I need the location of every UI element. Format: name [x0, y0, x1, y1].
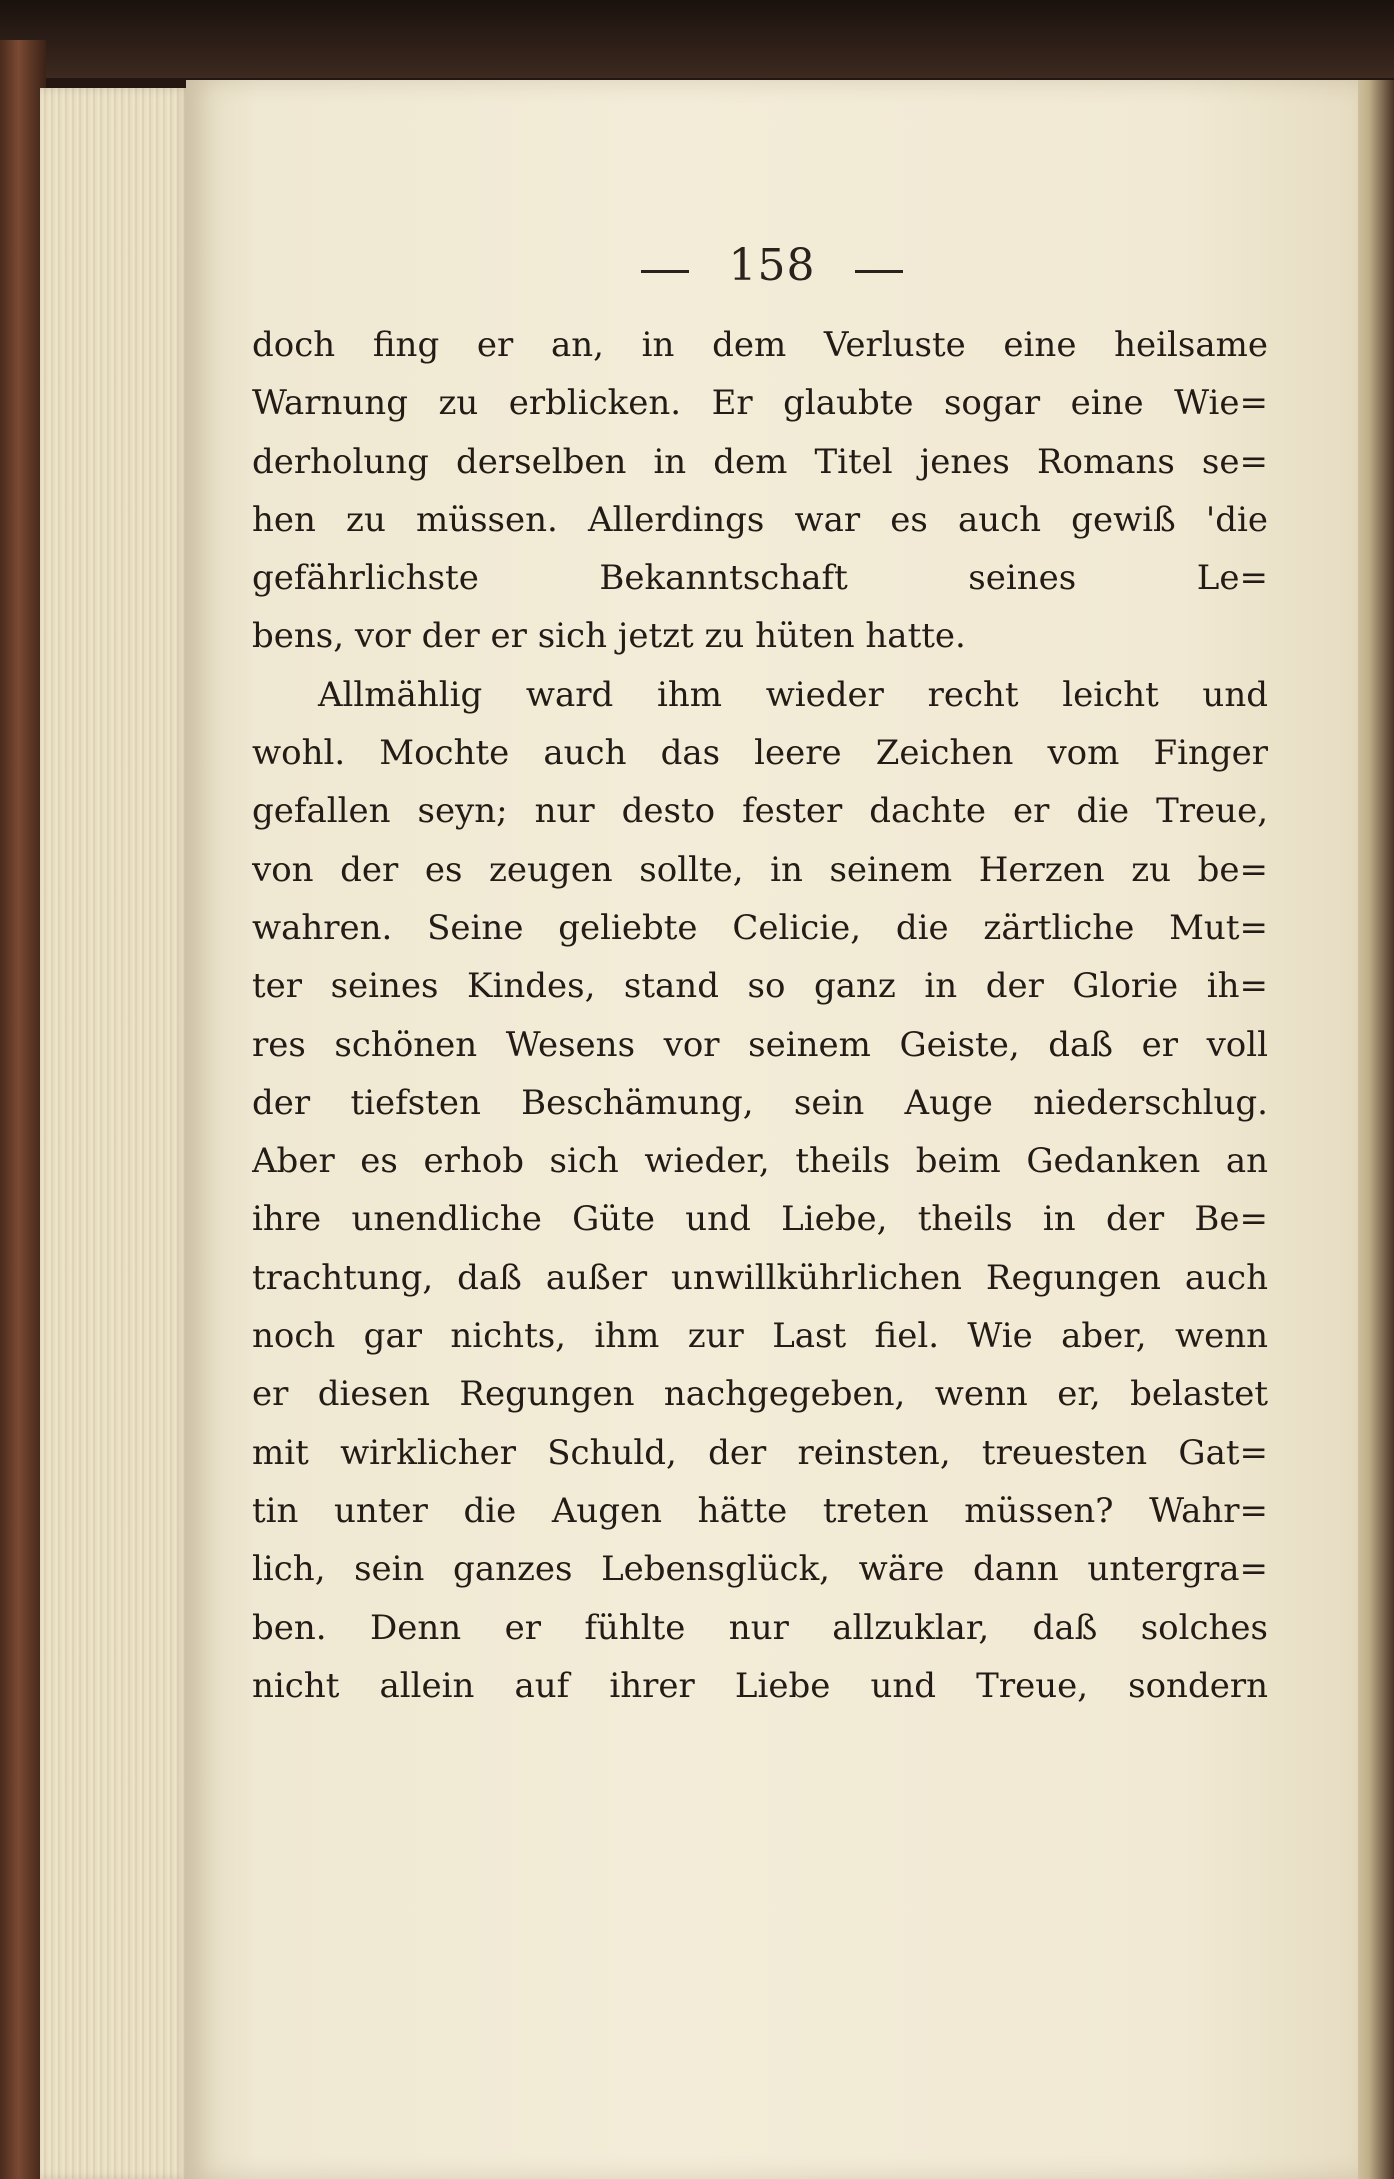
book-cover-top [0, 0, 1394, 78]
text-line: er diesen Regungen nachgegeben, wenn er, belastet [252, 1374, 1268, 1415]
text-line: hen zu müssen. Allerdings war es auch gewiß 'die [252, 499, 1268, 540]
text-line: trachtung, daß außer unwillkührlichen Regungen auch [252, 1257, 1268, 1298]
text-line: gefallen seyn; nur desto fester dachte er die Treue, [252, 791, 1268, 832]
header-dash-left [641, 270, 689, 273]
page-edges-stack [40, 88, 190, 2179]
text-line: Allmählig ward ihm wieder recht leicht und [318, 674, 1268, 715]
text-line: gefährlichste Bekanntschaft seines Le= [252, 558, 1268, 599]
text-line: Warnung zu erblicken. Er glaubte sogar eine Wie= [252, 383, 1268, 424]
text-line: nicht allein auf ihrer Liebe und Treue, sondern [252, 1665, 1268, 1706]
page-gutter-right [1352, 80, 1394, 2179]
body-text [252, 316, 1268, 1715]
text-line: von der es zeugen sollte, in seinem Herzen zu be= [252, 849, 1268, 890]
header-dash-right [855, 270, 903, 273]
text-line: doch fing er an, in dem Verluste eine heilsame [252, 325, 1268, 365]
text-line: tin unter die Augen hätte treten müssen? Wahr= [252, 1490, 1268, 1531]
text-line: wahren. Seine geliebte Celicie, die zärtliche Mut= [252, 907, 1268, 948]
page-header [186, 240, 1358, 300]
text-line: bens, vor der er sich jetzt zu hüten hatte. [252, 616, 966, 657]
text-line: der tiefsten Beschämung, sein Auge niederschlug. [252, 1082, 1268, 1123]
text-line: derholung derselben in dem Titel jenes Romans se= [252, 441, 1268, 482]
text-line: noch gar nichts, ihm zur Last fiel. Wie aber, wenn [252, 1316, 1268, 1357]
text-line: lich, sein ganzes Lebensglück, wäre dann untergra= [252, 1549, 1268, 1590]
text-line: mit wirklicher Schuld, der reinsten, treuesten Gat= [252, 1432, 1268, 1473]
text-line: ter seines Kindes, stand so ganz in der Glorie ih= [252, 966, 1268, 1007]
text-line: ben. Denn er fühlte nur allzuklar, daß solches [252, 1607, 1268, 1648]
text-line: Aber es erhob sich wieder, theils beim Gedanken an [252, 1141, 1268, 1182]
text-line: res schönen Wesens vor seinem Geiste, daß er voll [252, 1024, 1268, 1065]
text-line: ihre unendliche Güte und Liebe, theils in der Be= [252, 1199, 1268, 1240]
text-line: wohl. Mochte auch das leere Zeichen vom Finger [252, 733, 1268, 774]
page-number: 158 [728, 240, 816, 291]
